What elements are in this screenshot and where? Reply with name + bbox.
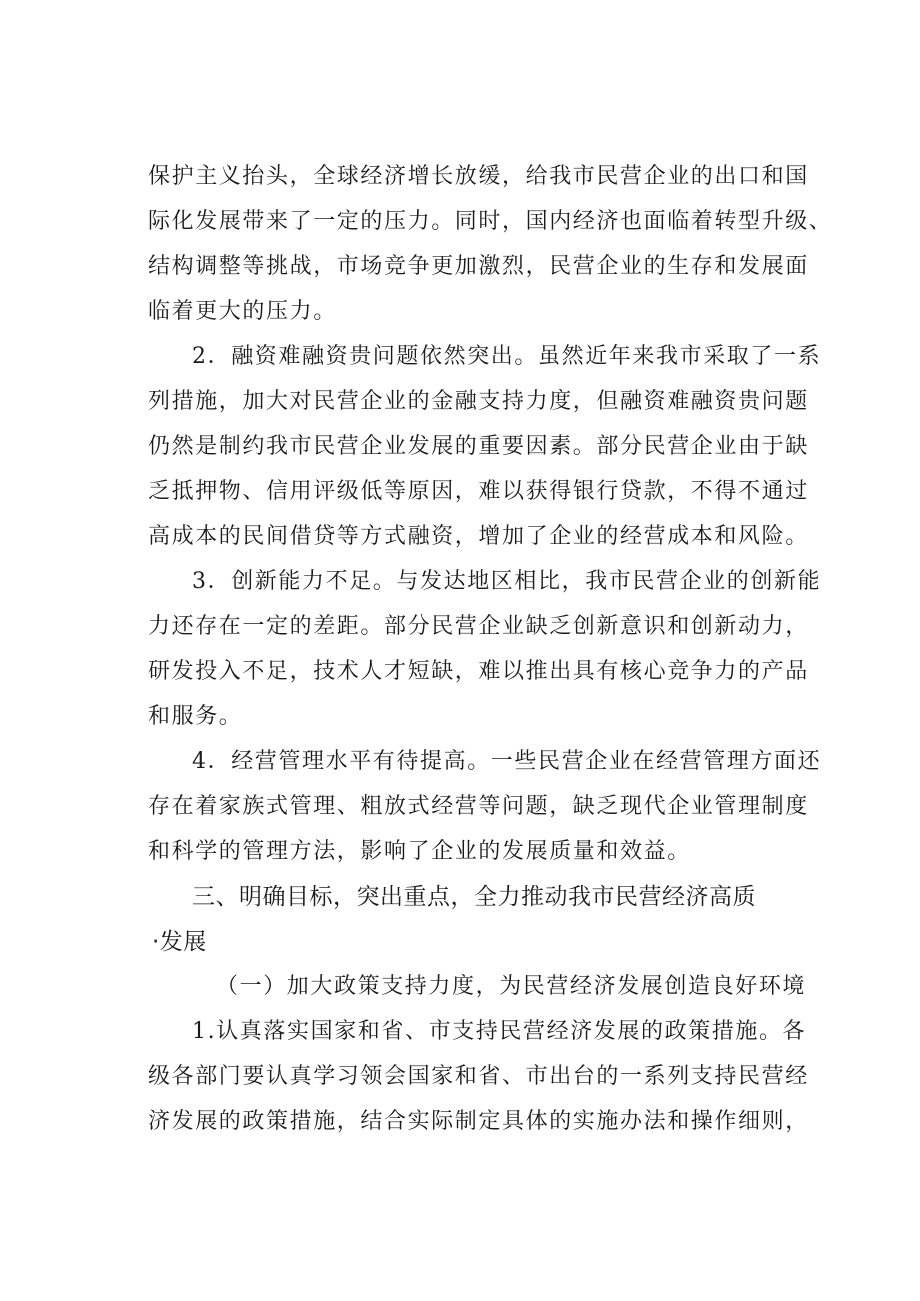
body-text-line: 高成本的民间借贷等方式融资，增加了企业的经营成本和风险。 (148, 524, 809, 549)
body-text-line: 乏抵押物、信用评级低等原因，难以获得银行贷款，不得不通过 (148, 479, 809, 504)
subsection-heading-line: （一）加大政策支持力度，为民营经济发展创造良好环境 (216, 974, 807, 999)
body-text-line: 仍然是制约我市民营企业发展的重要因素。部分民营企业由于缺 (148, 434, 809, 459)
body-text-line: 力还存在一定的差距。部分民营企业缺乏创新意识和创新动力， (148, 614, 809, 639)
section-heading-line: 三、明确目标，突出重点，全力推动我市民营经济高质 (192, 884, 756, 910)
body-text-line: 研发投入不足，技术人才短缺，难以推出具有核心竞争力的产品 (148, 659, 809, 684)
body-text-line: 和科学的管理方法，影响了企业的发展质量和效益。 (148, 839, 691, 864)
body-text-line: 级各部门要认真学习领会国家和省、市出台的一系列支持民营经 (148, 1064, 809, 1089)
body-text-line: 保护主义抬头，全球经济增长放缓，给我市民营企业的出口和国 (148, 164, 809, 189)
body-text-line: 济发展的政策措施，结合实际制定具体的实施办法和操作细则， (148, 1109, 809, 1134)
body-text-line: 存在着家族式管理、粗放式经营等问题，缺乏现代企业管理制度 (148, 794, 809, 819)
body-text-line: 2．融资难融资贵问题依然突出。虽然近年来我市采取了一系 (192, 344, 822, 369)
body-text-line: 结构调整等挑战，市场竞争更加激烈，民营企业的生存和发展面 (148, 254, 809, 279)
body-text-line: 3．创新能力不足。与发达地区相比，我市民营企业的创新能 (192, 569, 822, 594)
body-text-line: 4．经营管理水平有待提高。一些民营企业在经营管理方面还 (192, 749, 822, 774)
section-heading-line: ·发展 (152, 929, 207, 955)
body-text-line: 和服务。 (148, 704, 243, 729)
body-text-line: 临着更大的压力。 (148, 299, 337, 324)
body-text-line: 际化发展带来了一定的压力。同时，国内经济也面临着转型升级、 (148, 209, 833, 234)
body-text-line: 1.认真落实国家和省、市支持民营经济发展的政策措施。各 (192, 1019, 807, 1044)
body-text-line: 列措施，加大对民营企业的金融支持力度，但融资难融资贵问题 (148, 389, 809, 414)
